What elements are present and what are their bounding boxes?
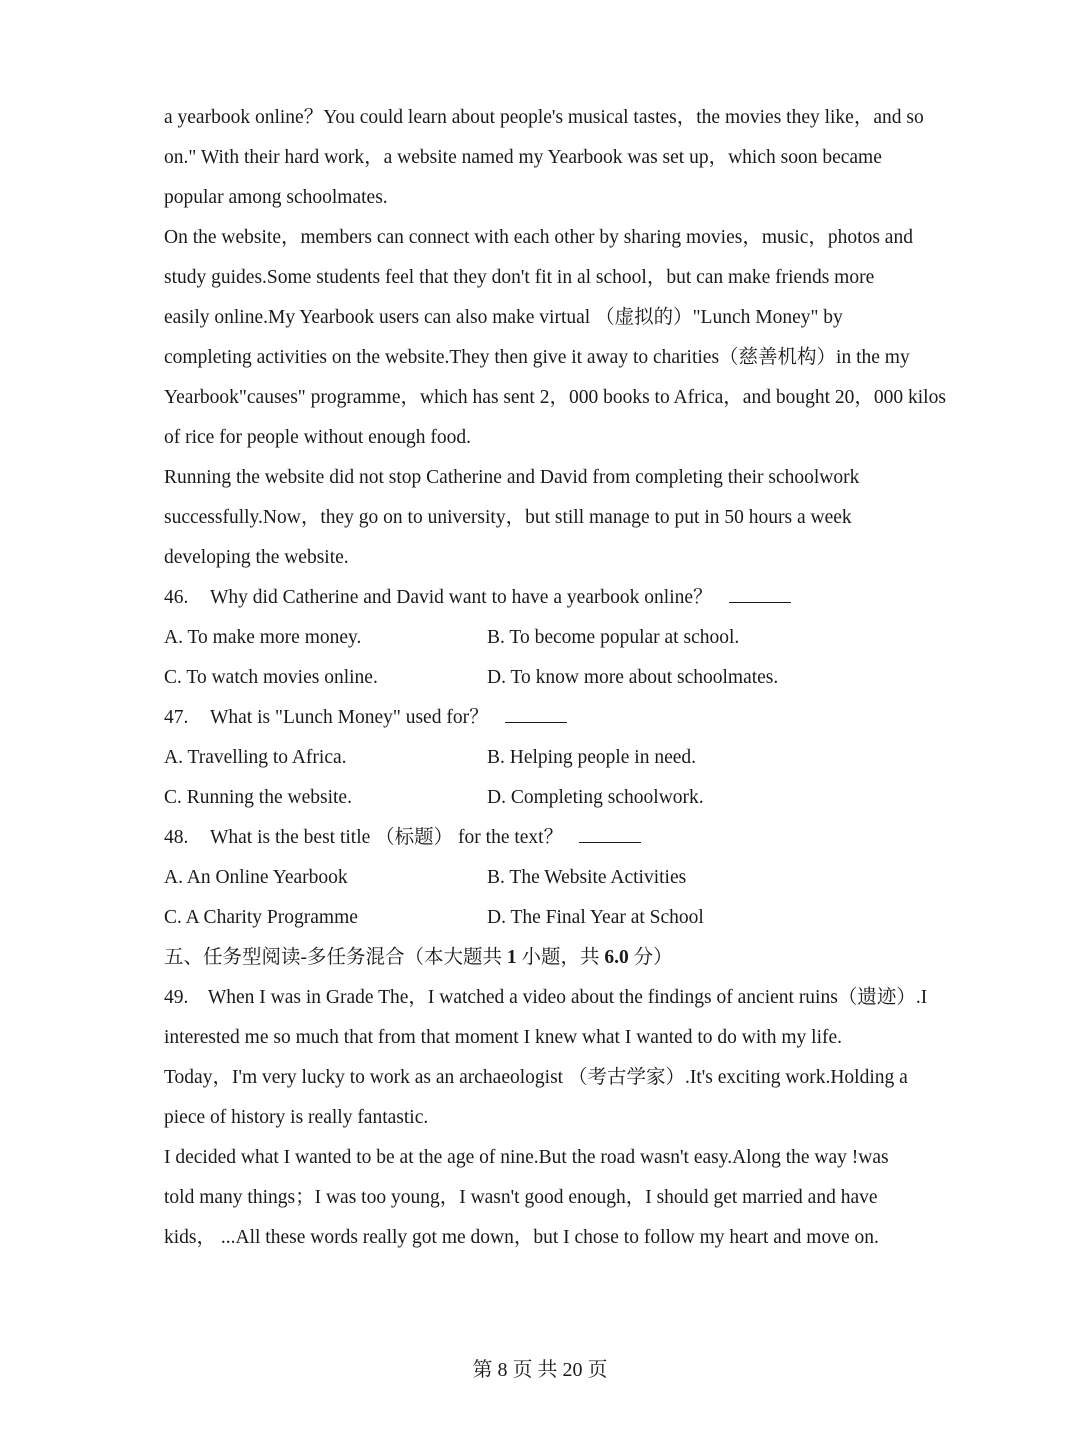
passage-line: Today，I'm very lucky to work as an archaeologist （考古学家）.It's exciting work.Holding a bbox=[164, 1067, 908, 1088]
question-47 bbox=[164, 698, 964, 818]
question-text: What is the best title （标题） for the text？ bbox=[210, 827, 564, 848]
passage-line: On the website，members can connect with each other by sharing movies，music，photos and bbox=[164, 227, 913, 248]
passage-line: 49. When I was in Grade The，I watched a video about the findings of ancient ruins（遗迹）.I bbox=[164, 987, 928, 1008]
question-count: 1 bbox=[506, 947, 517, 968]
question-number: 46. bbox=[164, 587, 189, 608]
answer-blank[interactable] bbox=[579, 820, 641, 843]
passage-line: easily online.My Yearbook users can also make virtual （虚拟的）"Lunch Money" by bbox=[164, 307, 843, 328]
option-row bbox=[164, 658, 964, 698]
option-b[interactable]: B. The Website Activities bbox=[487, 867, 687, 888]
option-d[interactable]: D. Completing schoolwork. bbox=[487, 787, 704, 808]
option-c[interactable]: C. To watch movies online. bbox=[164, 667, 378, 688]
passage-line: Yearbook"causes" programme，which has sent 2，000 books to Africa，and bought 20，000 kilos bbox=[164, 387, 946, 408]
passage-line: popular among schoolmates. bbox=[164, 187, 388, 208]
option-row bbox=[164, 858, 964, 898]
option-row bbox=[164, 778, 964, 818]
question-stem bbox=[164, 818, 964, 858]
question-46 bbox=[164, 578, 964, 698]
answer-blank[interactable] bbox=[729, 580, 791, 603]
passage-2 bbox=[164, 978, 964, 1258]
option-c[interactable]: C. Running the website. bbox=[164, 787, 352, 808]
question-text: Why did Catherine and David want to have a yearbook online？ bbox=[210, 587, 713, 608]
option-d[interactable]: D. To know more about schoolmates. bbox=[487, 667, 779, 688]
section-score: 6.0 bbox=[604, 947, 629, 968]
passage-line: told many things；I was too young，I wasn't good enough，I should get married and have bbox=[164, 1187, 878, 1208]
passage-line: successfully.Now，they go on to university，but still manage to put in 50 hours a week bbox=[164, 507, 852, 528]
passage-line: study guides.Some students feel that they don't fit in al school，but can make friends more bbox=[164, 267, 875, 288]
passage-line: developing the website. bbox=[164, 547, 349, 568]
question-stem bbox=[164, 578, 964, 618]
question-number: 48. bbox=[164, 827, 189, 848]
passage-line: on." With their hard work，a website named my Yearbook was set up，which soon became bbox=[164, 147, 882, 168]
passage-line: Running the website did not stop Catherine and David from completing their schoolwork bbox=[164, 467, 860, 488]
section-heading bbox=[164, 938, 964, 978]
option-d[interactable]: D. The Final Year at School bbox=[487, 907, 704, 928]
passage-line: kids， ...All these words really got me down，but I chose to follow my heart and move on. bbox=[164, 1227, 879, 1248]
section-heading-part2: 小题，共 bbox=[521, 947, 600, 968]
option-a[interactable]: A. Travelling to Africa. bbox=[164, 747, 347, 768]
section-heading-part3: 分） bbox=[633, 947, 673, 968]
passage-line: a yearbook online？You could learn about people's musical tastes，the movies they like，and so bbox=[164, 107, 924, 128]
passage-line: I decided what I wanted to be at the age of nine.But the road wasn't easy.Along the way !was bbox=[164, 1147, 889, 1168]
passage-line: of rice for people without enough food. bbox=[164, 427, 472, 448]
question-stem bbox=[164, 698, 964, 738]
passage-line: piece of history is really fantastic. bbox=[164, 1107, 429, 1128]
option-b[interactable]: B. Helping people in need. bbox=[487, 747, 697, 768]
option-a[interactable]: A. An Online Yearbook bbox=[164, 867, 348, 888]
question-48 bbox=[164, 818, 964, 938]
page-footer: 第 8 页 共 20 页 bbox=[472, 1359, 608, 1381]
option-row bbox=[164, 738, 964, 778]
option-row bbox=[164, 898, 964, 938]
passage-line: interested me so much that from that moment I knew what I wanted to do with my life. bbox=[164, 1027, 843, 1048]
option-a[interactable]: A. To make more money. bbox=[164, 627, 362, 648]
answer-blank[interactable] bbox=[505, 700, 567, 723]
option-c[interactable]: C. A Charity Programme bbox=[164, 907, 358, 928]
question-number: 47. bbox=[164, 707, 189, 728]
question-text: What is "Lunch Money" used for？ bbox=[210, 707, 489, 728]
passage-1 bbox=[164, 98, 964, 578]
document-page bbox=[164, 98, 964, 1258]
option-b[interactable]: B. To become popular at school. bbox=[487, 627, 740, 648]
passage-line: completing activities on the website.They then give it away to charities（慈善机构）in the my bbox=[164, 347, 910, 368]
option-row bbox=[164, 618, 964, 658]
section-heading-part1: 五、任务型阅读-多任务混合（本大题共 bbox=[164, 947, 502, 968]
